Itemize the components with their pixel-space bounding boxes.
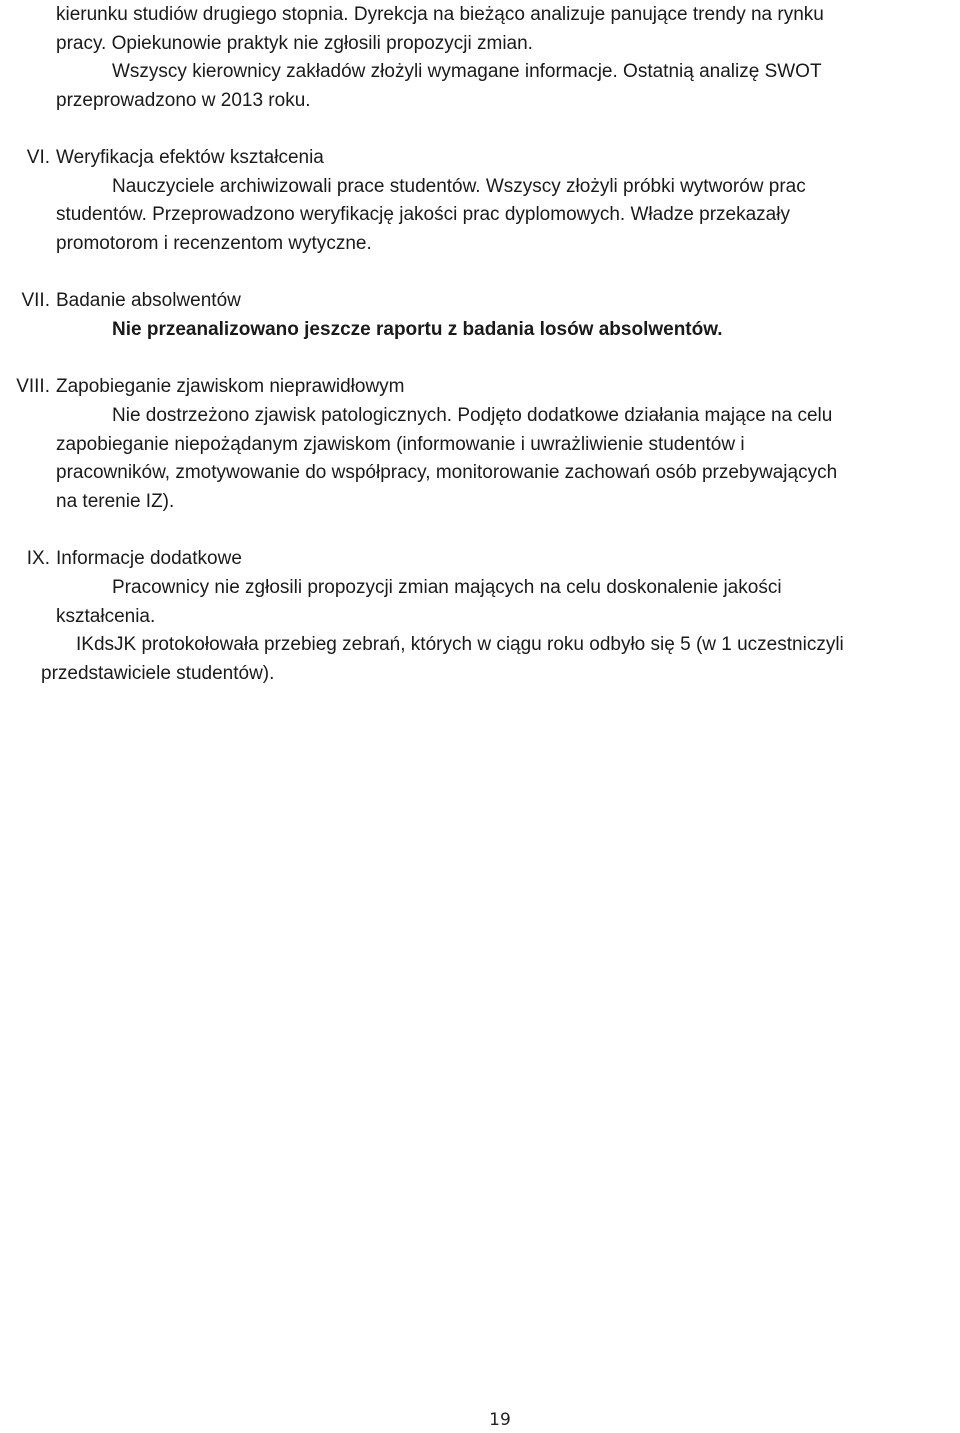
section-viii-line-4: na terenie IZ). — [56, 491, 175, 512]
section-vi-line-2: studentów. Przeprowadzono weryfikację jakości prac dyplomowych. Władze przekazały — [56, 204, 790, 225]
section-viii-line-1: Nie dostrzeżono zjawisk patologicznych. Podjęto dodatkowe działania mające na celu — [112, 405, 833, 426]
section-viii-title: Zapobieganie zjawiskom nieprawidłowym — [56, 376, 405, 397]
section-ix-line-1: Pracownicy nie zgłosili propozycji zmian mających na celu doskonalenie jakości — [112, 577, 782, 598]
section-vi-numeral: VI. — [26, 147, 50, 168]
section-viii-numeral: VIII. — [16, 376, 50, 397]
section-viii-line-3: pracowników, zmotywowanie do współpracy, monitorowanie zachowań osób przebywających — [56, 462, 838, 483]
section-viii-line-2: zapobieganie niepożądanym zjawiskom (informowanie i uwrażliwienie studentów i — [56, 434, 745, 455]
section-vii-title: Badanie absolwentów — [56, 290, 241, 311]
intro-line-3: Wszyscy kierownicy zakładów złożyli wymagane informacje. Ostatnią analizę SWOT — [112, 61, 822, 82]
section-vii-numeral: VII. — [21, 290, 50, 311]
section-ix-title: Informacje dodatkowe — [56, 548, 242, 569]
section-vi-line-3: promotorom i recenzentom wytyczne. — [56, 233, 372, 254]
section-vii-line-1: Nie przeanalizowano jeszcze raportu z badania losów absolwentów. — [112, 319, 723, 340]
section-ix-line-3: IKdsJK protokołowała przebieg zebrań, których w ciągu roku odbyło się 5 (w 1 uczestniczyli — [76, 634, 844, 655]
section-ix-numeral: IX. — [26, 548, 50, 569]
section-vi-title: Weryfikacja efektów kształcenia — [56, 147, 324, 168]
page-number: 19 — [489, 1410, 511, 1430]
intro-line-2: pracy. Opiekunowie praktyk nie zgłosili propozycji zmian. — [56, 33, 533, 54]
section-vi-line-1: Nauczyciele archiwizowali prace studentów. Wszyscy złożyli próbki wytworów prac — [112, 176, 806, 197]
intro-line-1: kierunku studiów drugiego stopnia. Dyrekcja na bieżąco analizuje panujące trendy na rynku — [56, 4, 824, 25]
intro-line-4: przeprowadzono w 2013 roku. — [56, 90, 311, 111]
section-ix-line-4: przedstawiciele studentów). — [41, 663, 275, 684]
section-ix-line-2: kształcenia. — [56, 606, 156, 627]
